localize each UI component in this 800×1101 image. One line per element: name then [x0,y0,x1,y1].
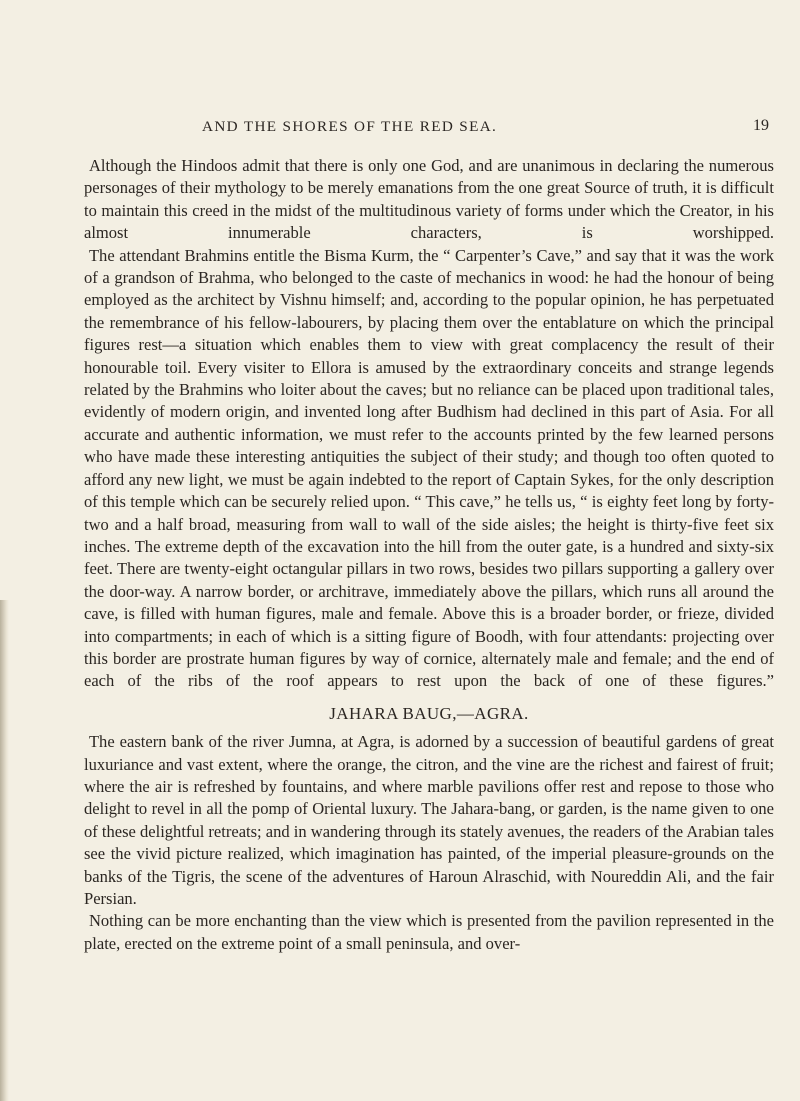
body-text [84,155,774,955]
running-head [0,118,800,138]
section-heading: JAHARA BAUG,—AGRA. [329,703,529,723]
paragraph-jahara-gardens: The eastern bank of the river Jumna, at Agra, is adorned by a succession of beautiful gardens of great luxuriance and vast extent, where the orange, the citron, and the vine are the richest and fairest of fruit; where the air is refreshed by fountains, and where marble pavilions offer rest and repose to those who delight to revel in all the pomp of Oriental luxury. The Jahara-bang, or garden, is the name given to one of these delightful retreats; and in wandering through its stately avenues, the readers of the Arabian tales see the vivid picture realized, which imagination has painted, of the imperial pleasure-grounds on the banks of the Tigris, the scene of the adventures of Haroun Alraschid, with Noureddin Ali, and the fair Persian. [84,732,774,908]
paragraph-carpenters-cave: The attendant Brahmins entitle the Bisma Kurm, the “ Carpenter’s Cave,” and say that it was the work of a grandson of Brahma, who belonged to the caste of mechanics in wood: he had the honour of being employed as the architect by Vishnu himself; and, according to the popular opinion, he has perpetuated the remembrance of his fellow-labourers, by placing them over the entablature on which the principal figures rest—a situation which enables them to view with great complacency the result of their honourable toil. Every visiter to Ellora is amused by the extraordinary conceits and strange legends related by the Brahmins who loiter about the caves; but no reliance can be placed upon traditional tales, evidently of modern origin, and invented long after Budhism had declined in this part of Asia. For all accurate and authentic information, we must refer to the accounts printed by the few learned persons who have made these interesting antiquities the subject of their study; and though too often quoted to afford any new light, we must be again indebted to the report of Captain Sykes, for the only description of this temple which can be securely relied upon. “ This cave,” he tells us, “ is eighty feet long by forty-two and a half broad, measuring from wall to wall of the side aisles; the height is thirty-five feet six inches. The extreme depth of the excavation into the hill from the outer gate, is a hundred and sixty-six feet. There are twenty-eight octangular pillars in two rows, besides two pillars supporting a gallery over the door-way. A narrow border, or architrave, immediately above the pillars, which runs all around the cave, is filled with human figures, male and female. Above this is a broader border, or frieze, divided into compartments; in each of which is a sitting figure of Boodh, with four attendants: projecting over this border are prostrate human figures by way of cornice, alternately male and female; and the end of each of the ribs of the roof appears to rest upon the back of one of these figures.” [84,245,774,691]
running-title: AND THE SHORES OF THE RED SEA. [202,118,498,135]
paragraph-pavilion-view: Nothing can be more enchanting than the view which is presented from the pavilion represented in the plate, erected on the extreme point of a small peninsula, and over- [84,911,774,953]
page-number: 19 [753,117,769,134]
paragraph-hindoo-belief: Although the Hindoos admit that there is only one God, and are unanimous in declaring the numerous personages of their mythology to be merely emanations from the one great Source of truth, it is difficult to maintain this creed in the midst of the multitudinous variety of forms under which the Creator, in his almost innumerable characters, is worshipped. [84,156,774,243]
binding-shadow [0,600,9,1101]
